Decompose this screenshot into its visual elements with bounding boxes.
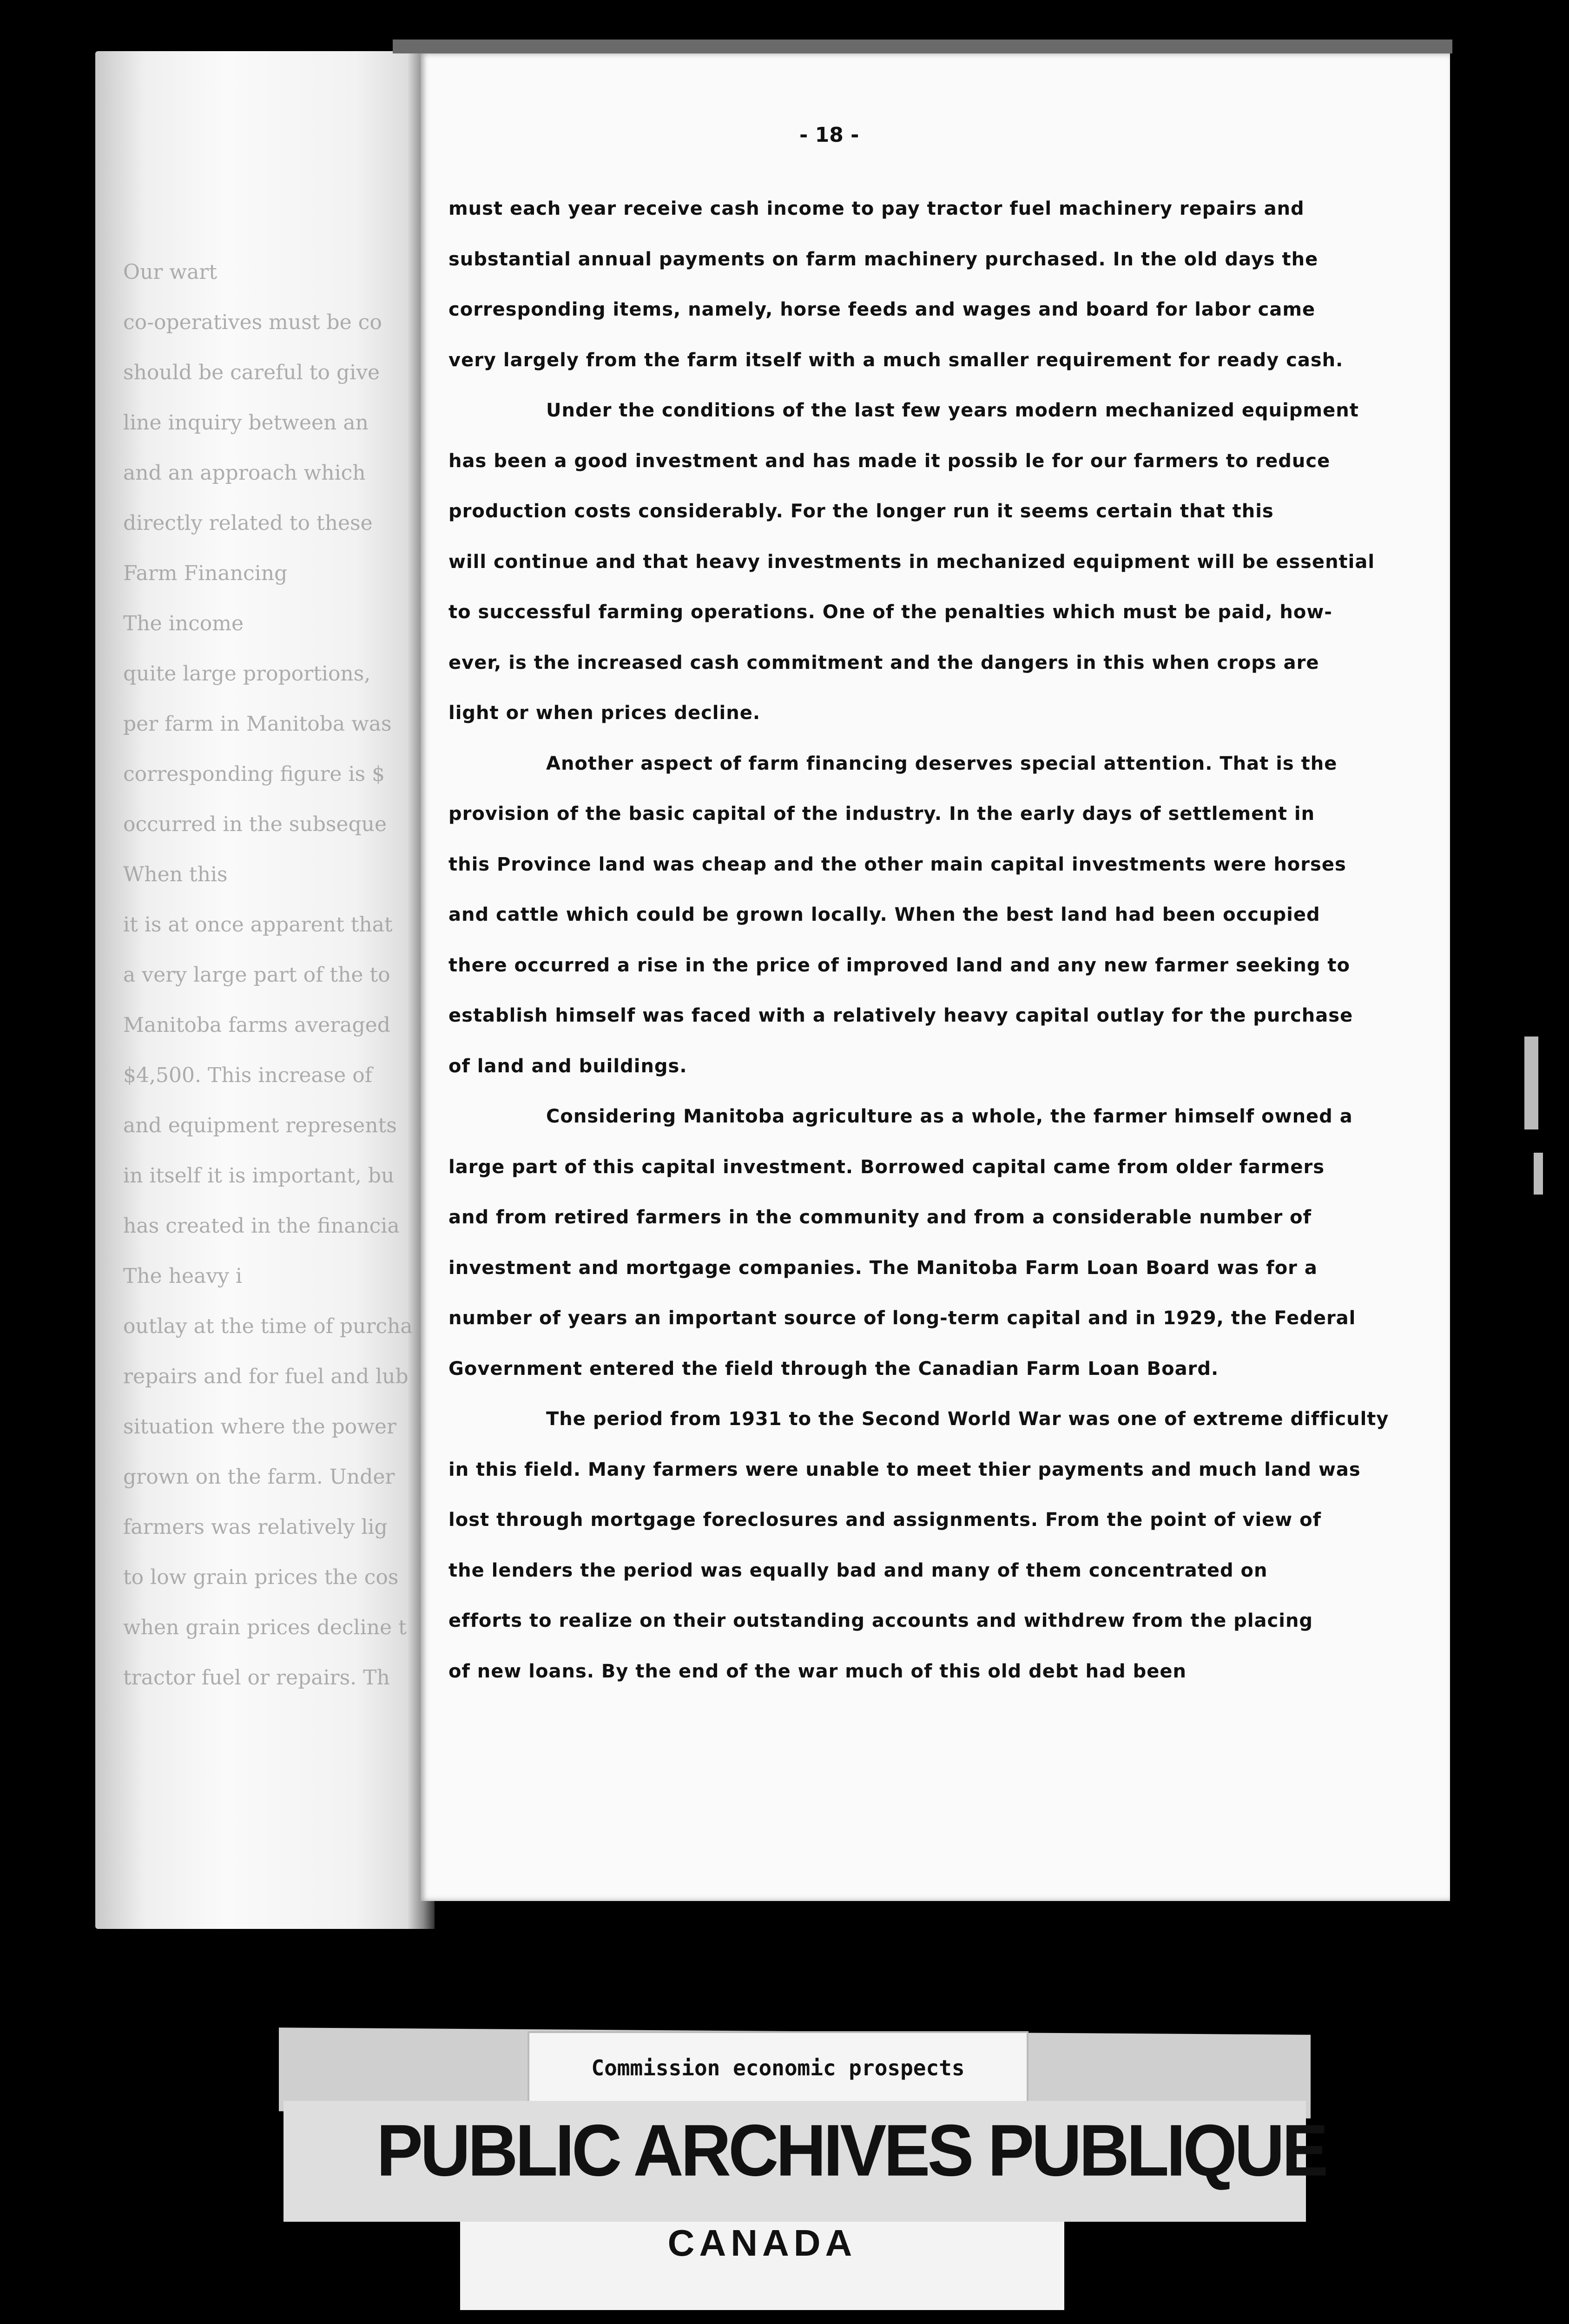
- left-page-line: should be careful to give: [123, 361, 380, 384]
- left-page-line: per farm in Manitoba was: [123, 712, 392, 736]
- left-page-line: Manitoba farms averaged: [123, 1013, 390, 1037]
- left-page-line: tractor fuel or repairs. Th: [123, 1666, 390, 1690]
- body-text: [448, 184, 1387, 1697]
- text-line: light or when prices decline.: [448, 702, 761, 724]
- text-line: establish himself was faced with a relatively heavy capital outlay for the purchase: [448, 1005, 1353, 1026]
- left-page-line: farmers was relatively lig: [123, 1515, 388, 1539]
- left-page-line: line inquiry between an: [123, 411, 369, 435]
- left-page-line: repairs and for fuel and lub: [123, 1365, 409, 1388]
- text-line: corresponding items, namely, horse feeds and wages and board for labor came: [448, 299, 1316, 320]
- page-number: - 18 -: [799, 123, 859, 147]
- left-facing-page: [95, 51, 421, 1929]
- left-page-line: to low grain prices the cos: [123, 1565, 399, 1589]
- text-line: of new loans. By the end of the war much of this old debt had been: [448, 1660, 1187, 1682]
- text-line: very largely from the farm itself with a much smaller requirement for ready cash.: [448, 349, 1344, 371]
- text-line: this Province land was cheap and the other main capital investments were horses: [448, 853, 1346, 875]
- text-line: production costs considerably. For the longer run it seems certain that this: [448, 501, 1274, 522]
- left-page-line: when grain prices decline t: [123, 1616, 407, 1639]
- main-page: [421, 53, 1450, 1901]
- text-line: investment and mortgage companies. The Manitoba Farm Loan Board was for a: [448, 1257, 1318, 1279]
- left-page-line: The heavy i: [123, 1264, 243, 1288]
- archive-stamp-lower: [460, 2222, 1064, 2310]
- left-page-line: Our wart: [123, 260, 218, 284]
- left-page-line: situation where the power: [123, 1415, 397, 1439]
- text-line: of land and buildings.: [448, 1055, 687, 1077]
- archive-stamp-subtitle: CANADA: [667, 2222, 857, 2264]
- text-line: the lenders the period was equally bad and many of them concentrated on: [448, 1559, 1268, 1581]
- archive-stamp-title: PUBLIC ARCHIVES PUBLIQUE: [376, 2109, 1326, 2192]
- left-page-line: $4,500. This increase of: [123, 1063, 372, 1087]
- left-page-line: in itself it is important, bu: [123, 1164, 395, 1188]
- text-line: lost through mortgage foreclosures and assignments. From the point of view of: [448, 1509, 1322, 1531]
- left-page-line: outlay at the time of purcha: [123, 1314, 413, 1338]
- text-line: provision of the basic capital of the industry. In the early days of settlement in: [448, 803, 1315, 825]
- left-page-line: it is at once apparent that: [123, 913, 393, 937]
- text-line: and cattle which could be grown locally. When the best land had been occupied: [448, 904, 1320, 925]
- text-line: must each year receive cash income to pay tractor fuel machinery repairs and: [448, 198, 1305, 219]
- left-page-line: and equipment represents: [123, 1114, 397, 1137]
- left-page-line: The income: [123, 612, 244, 635]
- left-page-line: co-operatives must be co: [123, 310, 382, 334]
- left-page-line: has created in the financia: [123, 1214, 400, 1238]
- left-page-line: quite large proportions,: [123, 662, 371, 686]
- text-line: has been a good investment and has made it possib le for our farmers to reduce: [448, 450, 1331, 472]
- film-speck: [1534, 1153, 1543, 1195]
- text-line: there occurred a rise in the price of improved land and any new farmer seeking to: [448, 954, 1350, 976]
- text-line: will continue and that heavy investments in mechanized equipment will be essential: [448, 551, 1375, 573]
- archive-label-text: Commission economic prospects: [591, 2055, 965, 2080]
- left-page-line: and an approach which: [123, 461, 366, 485]
- text-line: in this field. Many farmers were unable to meet thier payments and much land was: [448, 1459, 1361, 1480]
- text-line: to successful farming operations. One of the penalties which must be paid, how-: [448, 601, 1332, 623]
- archive-stamp: [283, 2101, 1326, 2222]
- text-line: and from retired farmers in the community and from a considerable number of: [448, 1207, 1312, 1228]
- left-page-line: occurred in the subseque: [123, 812, 387, 836]
- page-top-edge: [393, 40, 1452, 53]
- film-speck: [1524, 1037, 1538, 1129]
- left-page-line: Farm Financing: [123, 561, 288, 585]
- text-line: substantial annual payments on farm machinery purchased. In the old days the: [448, 248, 1318, 270]
- left-page-line: corresponding figure is $: [123, 762, 385, 786]
- left-page-line: directly related to these: [123, 511, 373, 535]
- left-page-line: When this: [123, 863, 228, 886]
- text-line: Under the conditions of the last few years modern mechanized equipment: [546, 400, 1359, 421]
- left-page-line: grown on the farm. Under: [123, 1465, 395, 1489]
- text-line: Government entered the field through the Canadian Farm Loan Board.: [448, 1358, 1219, 1380]
- text-line: The period from 1931 to the Second World War was one of extreme difficulty: [546, 1408, 1389, 1430]
- text-line: Another aspect of farm financing deserves special attention. That is the: [546, 753, 1338, 774]
- archive-label-card: [527, 2031, 1028, 2105]
- text-line: efforts to realize on their outstanding accounts and withdrew from the placing: [448, 1610, 1313, 1631]
- text-line: large part of this capital investment. Borrowed capital came from older farmers: [448, 1156, 1325, 1178]
- left-page-line: a very large part of the to: [123, 963, 390, 987]
- text-line: number of years an important source of long-term capital and in 1929, the Federal: [448, 1307, 1356, 1329]
- text-line: Considering Manitoba agriculture as a whole, the farmer himself owned a: [546, 1106, 1353, 1127]
- text-line: ever, is the increased cash commitment and the dangers in this when crops are: [448, 652, 1319, 673]
